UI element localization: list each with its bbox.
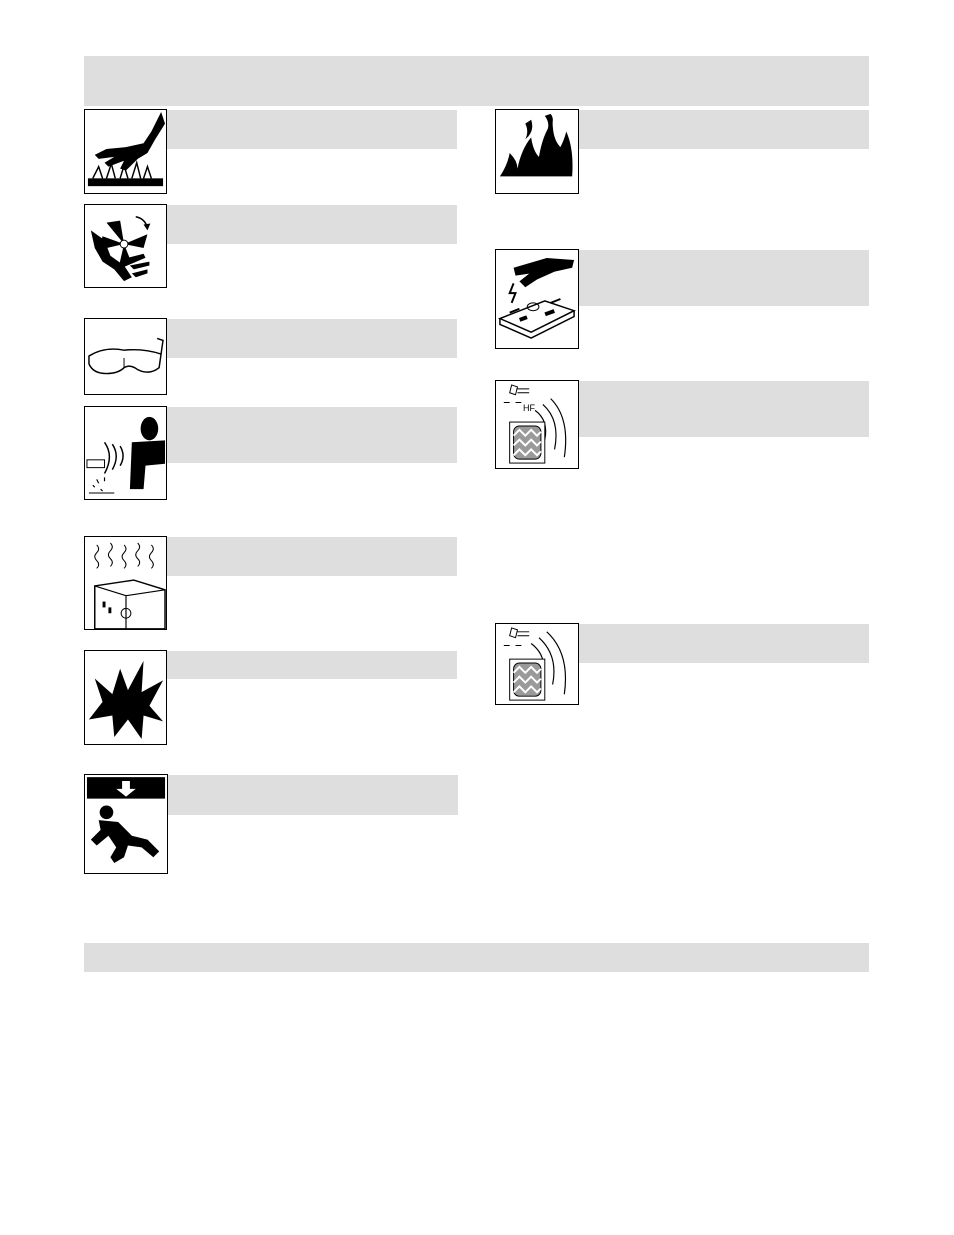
hazard-hot-parts-band [166,110,457,149]
hazard-hf-radiation-band [578,381,869,437]
arc-radiation-icon [495,623,579,705]
hf-label: HF [523,403,535,413]
hazard-fire-band [578,110,869,149]
fire-icon [495,109,579,194]
hf-radiation-icon [495,380,579,469]
section-header-band [84,56,869,106]
explosion-icon [84,650,167,745]
safety-glasses-icon [84,318,167,395]
hot-surface-icon [84,109,167,194]
overheating-icon [84,536,167,630]
hazard-eye-protection-band [166,319,457,358]
hazard-overheating-band [166,537,457,576]
flying-sparks-icon [84,406,167,500]
section-footer-band [84,943,869,972]
hazard-explosion-band [166,651,457,679]
hazard-arc-radiation-band [578,624,869,663]
static-pc-board-icon [495,249,579,349]
falling-object-icon [84,774,168,874]
hazard-flying-metal-band [166,407,457,463]
hazard-static-electricity-band [578,250,869,306]
moving-parts-icon [84,204,167,288]
hazard-moving-parts-band [166,205,457,244]
hazard-falling-equipment-band [166,775,458,815]
